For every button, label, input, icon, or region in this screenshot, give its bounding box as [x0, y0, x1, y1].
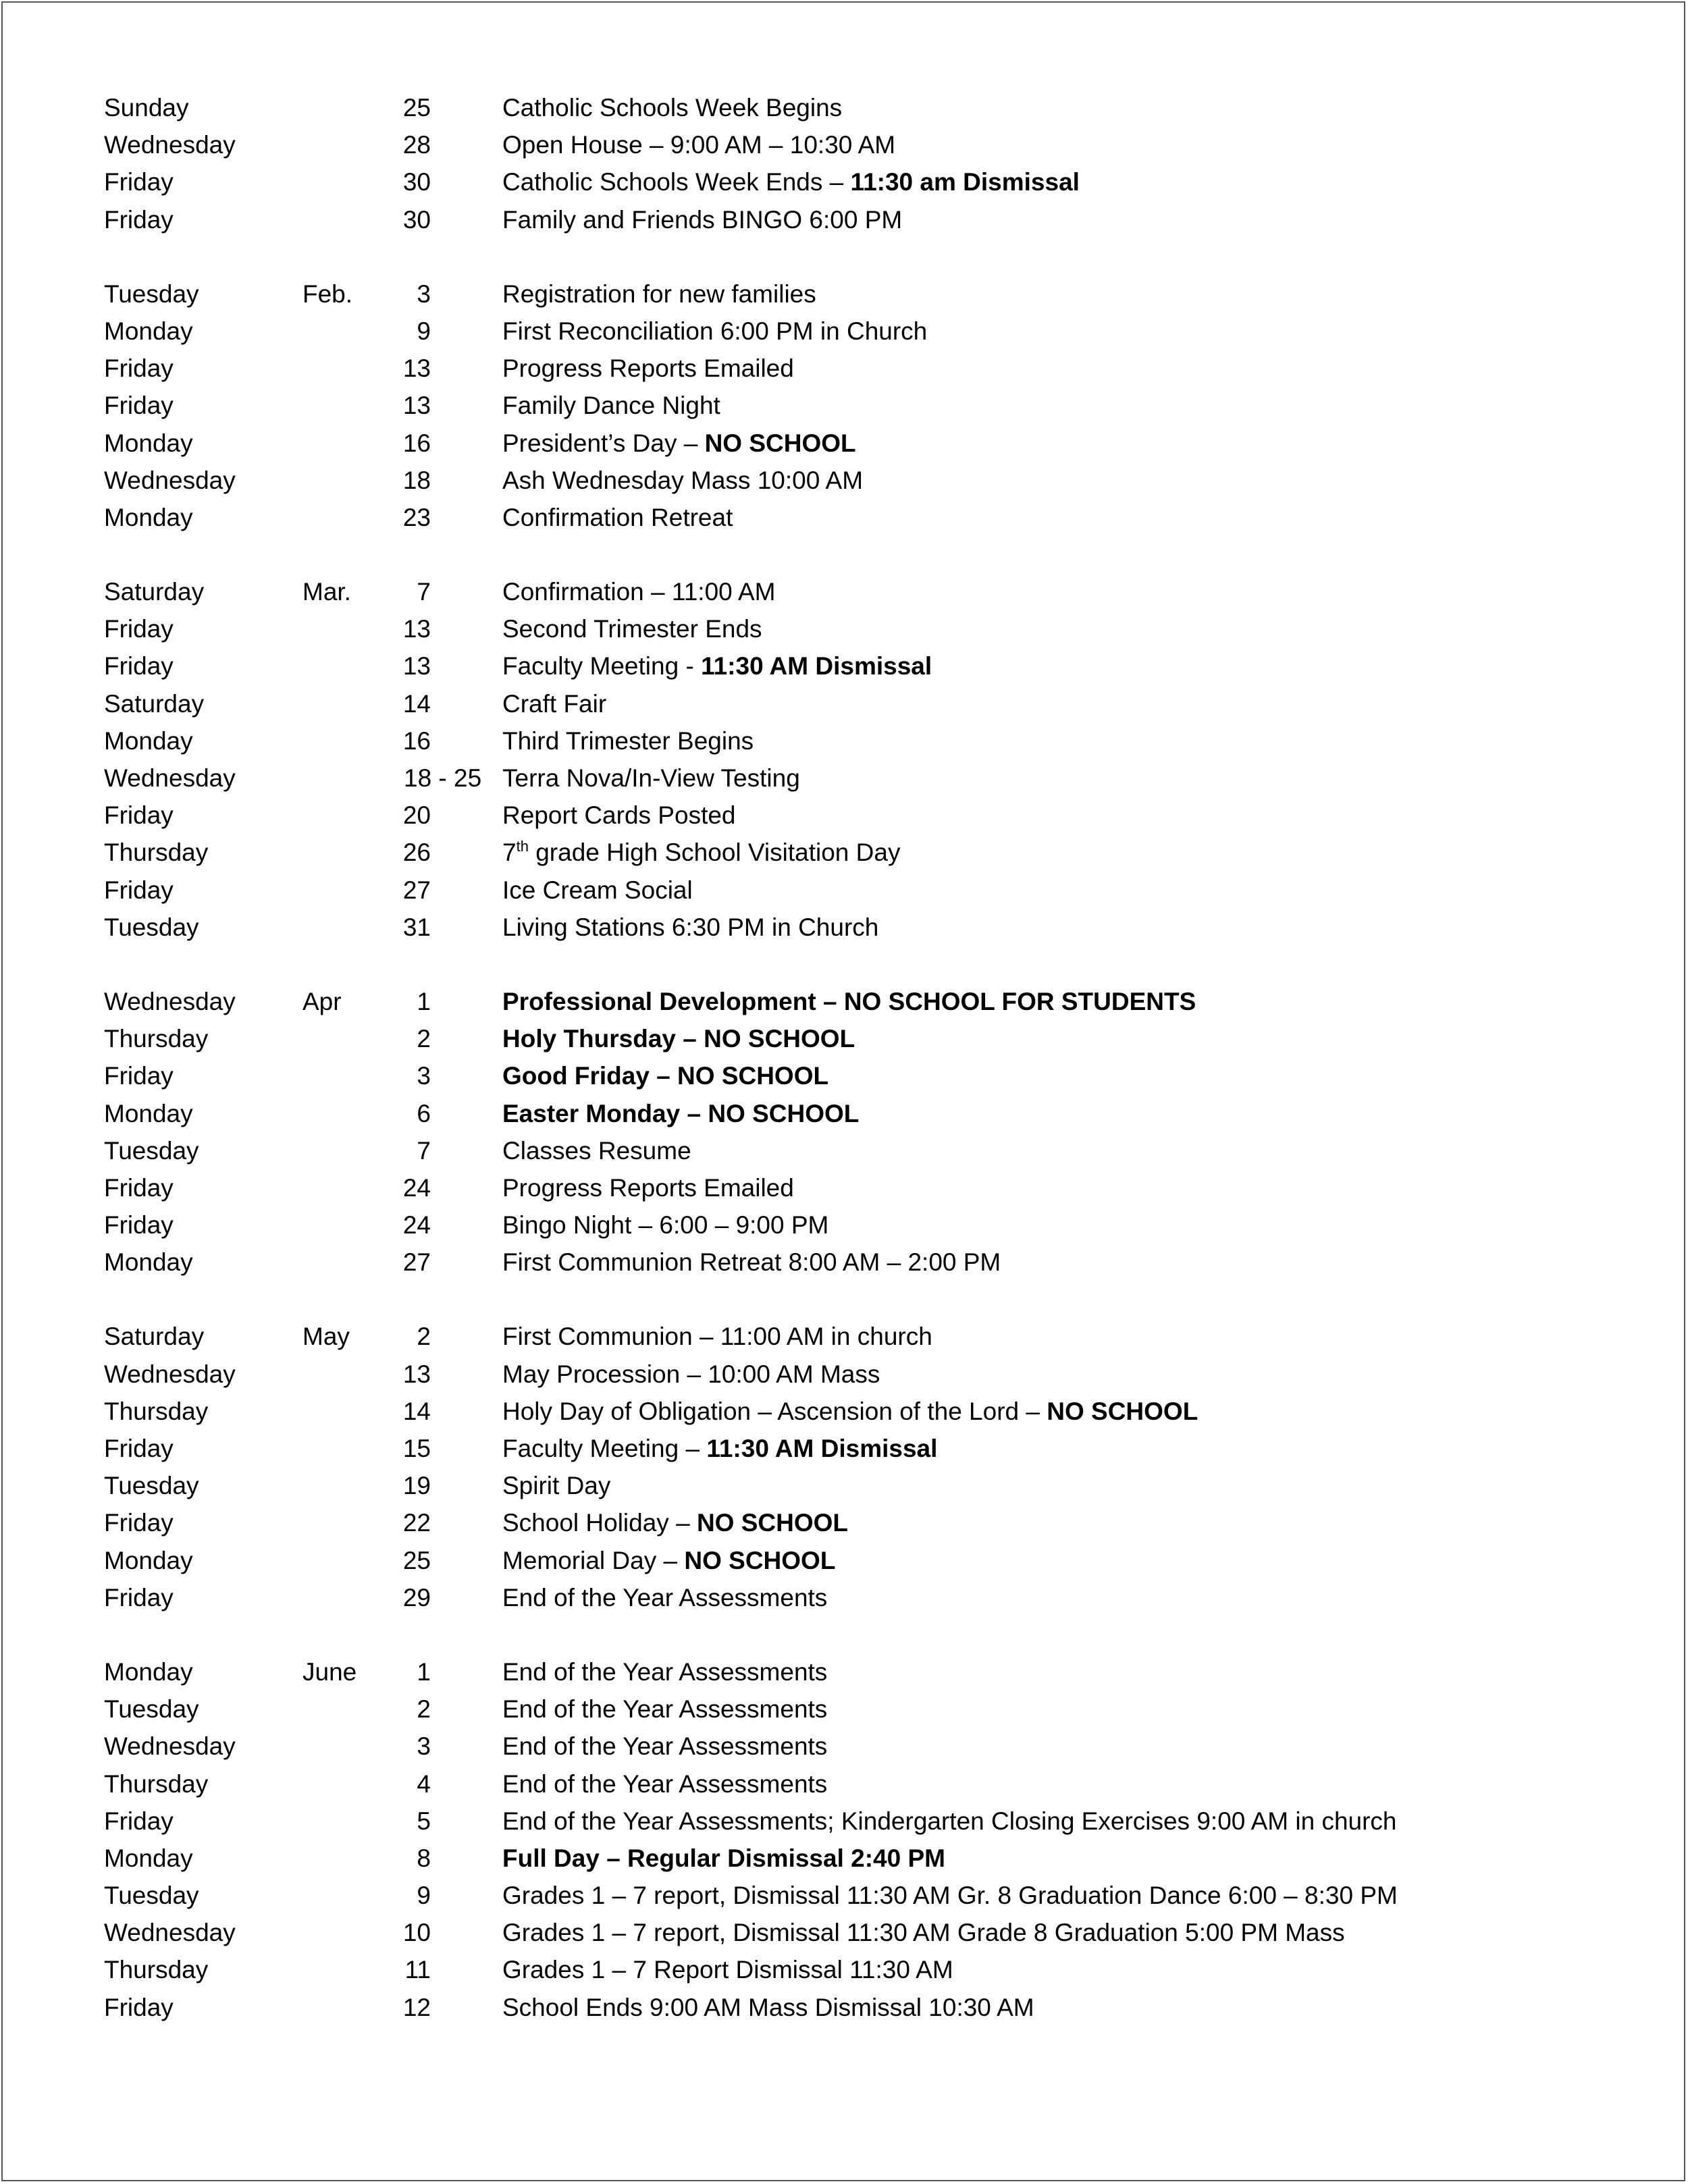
- event-text: School Holiday –: [502, 1509, 697, 1537]
- weekday: Tuesday: [104, 1472, 199, 1500]
- event-text: End of the Year Assessments: [502, 1695, 828, 1724]
- event-text: End of the Year Assessments: [502, 1657, 828, 1686]
- event-text: Second Trimester Ends: [502, 615, 762, 643]
- calendar-row: [104, 1467, 1623, 1504]
- weekday: Sunday: [104, 94, 189, 122]
- event-text: First Reconciliation 6:00 PM in Church: [502, 317, 928, 345]
- weekday: Thursday: [104, 1956, 209, 1984]
- calendar-row: [104, 760, 1623, 797]
- calendar-row: [104, 909, 1623, 946]
- event-description: [502, 1914, 1345, 1951]
- event-emphasis: NO SCHOOL: [684, 1546, 836, 1574]
- month-group: [104, 1318, 1623, 1616]
- event-text: Grades 1 – 7 report, Dismissal 11:30 AM Gr. 8 Graduation Dance 6:00 – 8:30 PM: [502, 1882, 1398, 1910]
- date-number: 2: [417, 1695, 431, 1724]
- date-number: 25: [402, 94, 431, 122]
- calendar-row: [104, 647, 1623, 685]
- event-description: [502, 1318, 932, 1355]
- calendar-row: [104, 1690, 1623, 1728]
- calendar-row: [104, 1356, 1623, 1393]
- weekday: Friday: [104, 1583, 174, 1612]
- weekday: Saturday: [104, 1323, 205, 1351]
- date-number: 31: [402, 913, 431, 941]
- weekday: Friday: [104, 168, 174, 196]
- weekday: Tuesday: [104, 279, 199, 308]
- weekday: Friday: [104, 1173, 174, 1202]
- calendar-row: [104, 1951, 1623, 1988]
- calendar-row: [104, 797, 1623, 834]
- event-emphasis: Holy Thursday – NO SCHOOL: [502, 1025, 855, 1053]
- event-text: School Ends 9:00 AM Mass Dismissal 10:30 AM: [502, 1993, 1034, 2021]
- weekday: Tuesday: [104, 913, 199, 941]
- date-number: 14: [402, 1397, 431, 1425]
- month-label: Mar.: [302, 578, 351, 606]
- date-number: 16: [402, 726, 431, 755]
- weekday: Wednesday: [104, 466, 236, 494]
- date-number: 9: [417, 1882, 431, 1910]
- date-number: 28: [402, 131, 431, 159]
- month-label: Feb.: [302, 279, 353, 308]
- weekday: Monday: [104, 429, 193, 457]
- event-description: [502, 1877, 1398, 1914]
- calendar-row: [104, 350, 1623, 387]
- calendar-row: [104, 1504, 1623, 1541]
- event-text: Catholic Schools Week Begins: [502, 94, 843, 122]
- event-emphasis: NO SCHOOL: [1047, 1397, 1198, 1425]
- calendar-row: [104, 1803, 1623, 1840]
- calendar-row: [104, 834, 1623, 871]
- event-text: First Communion Retreat 8:00 AM – 2:00 PM: [502, 1248, 1001, 1277]
- calendar-row: [104, 1542, 1623, 1579]
- event-description: [502, 163, 1080, 201]
- event-text: Catholic Schools Week Ends –: [502, 168, 851, 196]
- date-number: 23: [402, 503, 431, 531]
- date-number: 7: [417, 1136, 431, 1165]
- calendar-row: [104, 573, 1623, 610]
- event-text: Memorial Day –: [502, 1546, 685, 1574]
- event-description: [502, 1690, 827, 1728]
- event-text: Grades 1 – 7 Report Dismissal 11:30 AM: [502, 1956, 953, 1984]
- date-number: 18: [402, 466, 431, 494]
- event-description: [502, 89, 842, 126]
- event-text: First Communion – 11:00 AM in church: [502, 1323, 932, 1351]
- event-emphasis: Full Day – Regular Dismissal 2:40 PM: [502, 1844, 945, 1872]
- event-text: Classes Resume: [502, 1136, 691, 1165]
- calendar-row: [104, 1877, 1623, 1914]
- date-number: 6: [417, 1099, 431, 1127]
- weekday: Thursday: [104, 1769, 209, 1798]
- date-number: 12: [402, 1993, 431, 2021]
- event-description: [502, 425, 856, 462]
- event-description: [502, 647, 932, 685]
- weekday: Saturday: [104, 689, 205, 718]
- event-description: [502, 350, 794, 387]
- date-number: 27: [402, 1248, 431, 1277]
- calendar-row: [104, 1244, 1623, 1281]
- event-text: Confirmation – 11:00 AM: [502, 578, 776, 606]
- weekday: Friday: [104, 1062, 174, 1090]
- event-text: Bingo Night – 6:00 – 9:00 PM: [502, 1211, 829, 1240]
- weekday: Friday: [104, 354, 174, 383]
- weekday: Friday: [104, 615, 174, 643]
- event-text: Holy Day of Obligation – Ascension of the Lord –: [502, 1397, 1047, 1425]
- event-text: Registration for new families: [502, 279, 816, 308]
- event-description: [502, 1095, 859, 1132]
- event-text: End of the Year Assessments: [502, 1583, 828, 1612]
- event-description: [502, 1504, 848, 1541]
- event-emphasis: NO SCHOOL: [696, 1509, 849, 1537]
- weekday: Tuesday: [104, 1882, 199, 1910]
- date-number: 13: [402, 392, 431, 420]
- month-label: June: [302, 1657, 357, 1686]
- event-description: [502, 1765, 827, 1803]
- calendar-row: [104, 126, 1623, 163]
- month-group: [104, 983, 1623, 1281]
- event-text: Report Cards Posted: [502, 801, 736, 830]
- calendar-row: [104, 872, 1623, 909]
- event-emphasis: Easter Monday – NO SCHOOL: [502, 1099, 860, 1127]
- weekday: Friday: [104, 1509, 174, 1537]
- month-group: [104, 275, 1623, 536]
- weekday: Tuesday: [104, 1695, 199, 1724]
- calendar-page: [1, 1, 1685, 2181]
- date-number: 20: [402, 801, 431, 830]
- weekday: Wednesday: [104, 987, 236, 1015]
- weekday: Saturday: [104, 578, 205, 606]
- calendar-row: [104, 1579, 1623, 1616]
- event-emphasis: NO SCHOOL: [704, 429, 856, 457]
- calendar-row: [104, 1057, 1623, 1094]
- event-description: [502, 1169, 794, 1206]
- calendar-row: [104, 499, 1623, 536]
- event-text: President’s Day –: [502, 429, 705, 457]
- event-text: End of the Year Assessments: [502, 1732, 828, 1761]
- date-number: 27: [402, 876, 431, 904]
- event-description: [502, 201, 902, 238]
- weekday: Thursday: [104, 1397, 209, 1425]
- weekday: Friday: [104, 205, 174, 234]
- calendar-row: [104, 313, 1623, 350]
- date-number: 11: [404, 1956, 431, 1984]
- event-description: [502, 1206, 828, 1244]
- date-number: 7: [417, 578, 431, 606]
- weekday: Thursday: [104, 838, 209, 867]
- month-group: [104, 573, 1623, 946]
- event-description: [502, 1244, 1001, 1281]
- date-number: 30: [402, 205, 431, 234]
- weekday: Monday: [104, 1248, 193, 1277]
- event-emphasis: 11:30 AM Dismissal: [706, 1435, 938, 1462]
- calendar-row: [104, 387, 1623, 424]
- event-description: [502, 1430, 937, 1467]
- date-number: 13: [402, 652, 431, 681]
- date-number: 1: [417, 987, 431, 1015]
- weekday: Friday: [104, 1807, 174, 1835]
- event-text: Family Dance Night: [502, 392, 720, 420]
- date-number: 2: [417, 1025, 431, 1053]
- weekday: Friday: [104, 876, 174, 904]
- date-number: 22: [402, 1509, 431, 1537]
- event-text: Third Trimester Begins: [502, 726, 754, 755]
- event-text: Faculty Meeting -: [502, 652, 702, 681]
- date-number: 13: [402, 1360, 431, 1388]
- event-description: [502, 722, 754, 760]
- weekday: Wednesday: [104, 1732, 236, 1761]
- weekday: Tuesday: [104, 1136, 199, 1165]
- calendar-row: [104, 1169, 1623, 1206]
- date-number: 3: [417, 1062, 431, 1090]
- event-text: Confirmation Retreat: [502, 503, 733, 531]
- calendar-row: [104, 1840, 1623, 1877]
- calendar-row: [104, 1765, 1623, 1803]
- event-description: [502, 1803, 1397, 1840]
- event-description: [502, 126, 895, 163]
- calendar-row: [104, 983, 1623, 1020]
- date-number: 30: [402, 168, 431, 196]
- calendar-row: [104, 1989, 1623, 2026]
- event-description: [502, 797, 736, 834]
- month-group: [104, 1653, 1623, 2026]
- date-number: 24: [402, 1211, 431, 1240]
- event-text: Open House – 9:00 AM – 10:30 AM: [502, 131, 896, 159]
- date-number: 4: [417, 1769, 431, 1798]
- date-number: 5: [417, 1807, 431, 1835]
- date-number: 18 - 25: [404, 764, 482, 792]
- calendar-row: [104, 1430, 1623, 1467]
- event-description: [502, 1356, 880, 1393]
- event-text: Progress Reports Emailed: [502, 354, 794, 383]
- event-description: [502, 573, 775, 610]
- event-description: [502, 1467, 610, 1504]
- weekday: Monday: [104, 1099, 193, 1127]
- month-label: Apr: [302, 987, 342, 1015]
- calendar-row: [104, 1653, 1623, 1690]
- month-label: May: [302, 1323, 350, 1351]
- event-text: Spirit Day: [502, 1472, 611, 1500]
- event-text: Ash Wednesday Mass 10:00 AM: [502, 466, 864, 494]
- event-description: [502, 872, 693, 909]
- weekday: Wednesday: [104, 1360, 236, 1388]
- date-number: 3: [417, 1732, 431, 1761]
- calendar-row: [104, 201, 1623, 238]
- event-text: Craft Fair: [502, 689, 607, 718]
- weekday: Monday: [104, 317, 193, 345]
- event-description: [502, 499, 733, 536]
- weekday: Wednesday: [104, 1919, 236, 1947]
- calendar-row: [104, 425, 1623, 462]
- date-number: 14: [402, 689, 431, 718]
- calendar-row: [104, 1132, 1623, 1169]
- event-description: [502, 983, 1196, 1020]
- date-number: 13: [402, 354, 431, 383]
- event-description: [502, 1653, 827, 1690]
- calendar-row: [104, 163, 1623, 201]
- calendar-row: [104, 462, 1623, 499]
- date-number: 10: [402, 1919, 431, 1947]
- weekday: Friday: [104, 1211, 174, 1240]
- calendar-row: [104, 89, 1623, 126]
- month-group: [104, 89, 1623, 238]
- event-description: [502, 834, 900, 871]
- date-number: 9: [417, 317, 431, 345]
- date-number: 3: [417, 279, 431, 308]
- calendar-row: [104, 275, 1623, 313]
- event-emphasis: 11:30 AM Dismissal: [701, 652, 932, 681]
- weekday: Monday: [104, 726, 193, 755]
- calendar-row: [104, 1393, 1623, 1430]
- event-description: [502, 1057, 828, 1094]
- date-number: 19: [402, 1472, 431, 1500]
- event-text: grade High School Visitation Day: [528, 838, 901, 867]
- event-description: [502, 610, 762, 647]
- weekday: Monday: [104, 503, 193, 531]
- weekday: Friday: [104, 652, 174, 681]
- date-number: 15: [402, 1435, 431, 1462]
- calendar-row: [104, 685, 1623, 722]
- calendar-row: [104, 1206, 1623, 1244]
- event-description: [502, 462, 863, 499]
- event-description: [502, 685, 606, 722]
- date-number: 25: [402, 1546, 431, 1574]
- event-emphasis: Good Friday – NO SCHOOL: [502, 1062, 829, 1090]
- event-description: [502, 275, 816, 313]
- calendar-row: [104, 1318, 1623, 1355]
- event-description: [502, 1542, 835, 1579]
- weekday: Wednesday: [104, 131, 236, 159]
- event-text: Terra Nova/In-View Testing: [502, 764, 800, 792]
- weekday: Friday: [104, 392, 174, 420]
- event-description: [502, 387, 720, 424]
- weekday: Monday: [104, 1546, 193, 1574]
- event-text: May Procession – 10:00 AM Mass: [502, 1360, 880, 1388]
- weekday: Monday: [104, 1657, 193, 1686]
- event-text: Family and Friends BINGO 6:00 PM: [502, 205, 903, 234]
- weekday: Friday: [104, 801, 174, 830]
- event-description: [502, 1579, 827, 1616]
- event-text: End of the Year Assessments: [502, 1769, 828, 1798]
- weekday: Friday: [104, 1435, 174, 1462]
- event-emphasis: Professional Development – NO SCHOOL FOR STUDENTS: [502, 987, 1196, 1015]
- date-number: 26: [402, 838, 431, 867]
- date-number: 16: [402, 429, 431, 457]
- school-calendar-schedule: [104, 89, 1623, 2026]
- calendar-row: [104, 1020, 1623, 1057]
- date-number: 1: [417, 1657, 431, 1686]
- calendar-row: [104, 1095, 1623, 1132]
- event-description: [502, 760, 800, 797]
- calendar-row: [104, 1728, 1623, 1765]
- event-text: Ice Cream Social: [502, 876, 693, 904]
- calendar-row: [104, 610, 1623, 647]
- event-text: Grades 1 – 7 report, Dismissal 11:30 AM Grade 8 Graduation 5:00 PM Mass: [502, 1919, 1345, 1947]
- event-emphasis: 11:30 am Dismissal: [850, 168, 1080, 196]
- event-description: [502, 1989, 1034, 2026]
- date-number: 8: [417, 1844, 431, 1872]
- event-description: [502, 909, 878, 946]
- weekday: Thursday: [104, 1025, 209, 1053]
- event-description: [502, 313, 927, 350]
- event-text: Living Stations 6:30 PM in Church: [502, 913, 879, 941]
- event-text: Faculty Meeting –: [502, 1435, 707, 1462]
- date-number: 2: [417, 1323, 431, 1351]
- event-description: [502, 1132, 691, 1169]
- calendar-row: [104, 1914, 1623, 1951]
- ordinal-suffix: th: [516, 838, 529, 855]
- date-number: 29: [402, 1583, 431, 1612]
- calendar-row: [104, 722, 1623, 760]
- event-description: [502, 1393, 1198, 1430]
- weekday: Wednesday: [104, 764, 236, 792]
- date-number: 24: [402, 1173, 431, 1202]
- event-text: Progress Reports Emailed: [502, 1173, 794, 1202]
- event-text: End of the Year Assessments; Kindergarten Closing Exercises 9:00 AM in church: [502, 1807, 1397, 1835]
- date-number: 13: [402, 615, 431, 643]
- weekday: Monday: [104, 1844, 193, 1872]
- event-description: [502, 1840, 945, 1877]
- event-description: [502, 1951, 953, 1988]
- event-text: 7: [502, 838, 517, 867]
- event-description: [502, 1020, 855, 1057]
- weekday: Friday: [104, 1993, 174, 2021]
- event-description: [502, 1728, 827, 1765]
